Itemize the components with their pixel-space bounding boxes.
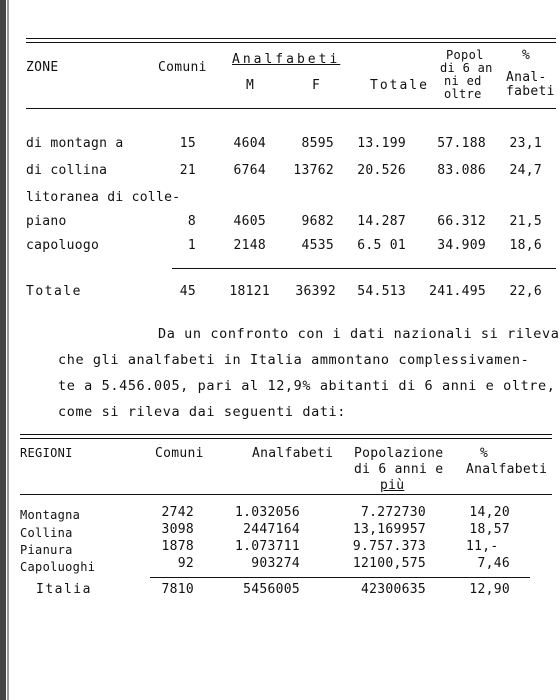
table1-header-totale: Totale — [370, 78, 429, 93]
paragraph-line-1: Da un confronto con i dati nazionali si rileva — [158, 326, 560, 342]
table2-cell-regione: Capoluoghi — [20, 560, 96, 574]
table2-cell-pct: 18,57 — [469, 522, 510, 537]
table1-cell-m: 6764 — [233, 163, 266, 178]
table1-cell-zona: capoluogo — [26, 238, 100, 253]
table2-header-regioni: REGIONI — [20, 446, 73, 460]
table2-total-comuni: 7810 — [161, 582, 194, 597]
table1-top-rule-2 — [26, 42, 556, 43]
table2-total-rule — [150, 577, 530, 578]
binding-edge — [0, 0, 6, 700]
table1-cell-zona: litoranea di colle- — [26, 190, 181, 205]
table1-header-pop-3: ni ed — [444, 74, 482, 88]
table1-cell-zona: piano — [26, 214, 67, 229]
table2-header-rule — [20, 494, 552, 495]
table1-top-rule — [26, 38, 556, 39]
table2-cell-pct: 11,- — [466, 539, 499, 554]
table2-cell-analfabeti: 903274 — [251, 556, 300, 571]
table1-total-m: 18121 — [229, 284, 270, 299]
table1-header-pct-1: Anal- — [506, 70, 547, 85]
paragraph-line-4: come si rileva dai seguenti dati: — [58, 404, 347, 420]
table1-header-pop-1: Popol — [446, 48, 484, 62]
table2-total-label: Italia — [36, 582, 92, 597]
table1-header-rule — [26, 108, 556, 109]
table1-cell-pop: 57.188 — [437, 136, 486, 151]
table1-total-pop: 241.495 — [429, 284, 486, 299]
table1-cell-pct: 23,1 — [509, 136, 542, 151]
table2-top-rule — [20, 434, 552, 435]
table1-header-comuni: Comuni — [158, 60, 207, 75]
table1-cell-pop: 83.086 — [437, 163, 486, 178]
table2-cell-analfabeti: 1.073711 — [234, 539, 300, 554]
paragraph-line-3: te a 5.456.005, pari al 12,9% abitanti di 6 anni e oltre, — [58, 378, 556, 394]
table2-cell-regione: Montagna — [20, 508, 81, 522]
table1-header-pct-symbol: % — [522, 48, 531, 63]
table1-total-label: Totale — [26, 284, 82, 299]
table2-cell-comuni: 2742 — [161, 505, 194, 520]
table1-header-pop-2: di 6 an — [440, 61, 493, 75]
binding-edge-shadow — [7, 0, 9, 700]
table1-cell-comuni: 15 — [179, 136, 196, 151]
table1-cell-totale: 20.526 — [357, 163, 406, 178]
table1-cell-zona: di collina — [26, 163, 108, 178]
table1-header-pop-4: oltre — [444, 87, 482, 101]
table1-cell-f: 8595 — [301, 136, 334, 151]
table2-cell-pop: 7.272730 — [360, 505, 426, 520]
table2-header-pop-2: di 6 anni e — [354, 462, 444, 477]
table1-cell-totale: 14.287 — [357, 214, 406, 229]
table2-cell-analfabeti: 2447164 — [243, 522, 300, 537]
table1-header-f: F — [312, 78, 321, 93]
table1-cell-comuni: 1 — [187, 238, 196, 253]
table2-cell-pop: 9.757.373 — [352, 539, 426, 554]
table1-total-totale: 54.513 — [357, 284, 406, 299]
table1-header-analfabeti: Analfabeti — [232, 52, 341, 67]
table1-cell-m: 2148 — [233, 238, 266, 253]
table1-total-pct: 22,6 — [509, 284, 542, 299]
table2-cell-pct: 14,20 — [469, 505, 510, 520]
table1-header-m: M — [246, 78, 255, 93]
table2-header-pct-symbol: % — [480, 446, 489, 461]
table2-cell-pop: 12100,575 — [352, 556, 426, 571]
table1-cell-comuni: 21 — [179, 163, 196, 178]
table2-cell-regione: Pianura — [20, 543, 73, 557]
table2-header-comuni: Comuni — [155, 446, 204, 461]
table2-cell-regione: Collina — [20, 526, 73, 540]
table1-cell-m: 4604 — [233, 136, 266, 151]
table2-cell-comuni: 3098 — [161, 522, 194, 537]
table1-total-f: 36392 — [295, 284, 336, 299]
table1-cell-comuni: 8 — [187, 214, 196, 229]
table1-cell-m: 4605 — [233, 214, 266, 229]
table1-cell-pop: 34.909 — [437, 238, 486, 253]
table2-header-pct-label: Analfabeti — [466, 462, 548, 477]
table2-header-pop-3: più — [380, 478, 405, 493]
table1-header-zone: ZONE — [26, 60, 59, 75]
table2-header-analfabeti: Analfabeti — [252, 446, 334, 461]
table1-cell-pop: 66.312 — [437, 214, 486, 229]
table2-total-analfabeti: 5456005 — [243, 582, 300, 597]
table1-cell-f: 4535 — [301, 238, 334, 253]
paragraph-line-2: che gli analfabeti in Italia ammontano complessivamen- — [58, 352, 530, 368]
table2-cell-pct: 7,46 — [477, 556, 510, 571]
table1-cell-pct: 21,5 — [509, 214, 542, 229]
table1-total-comuni: 45 — [179, 284, 196, 299]
table2-cell-pop: 13,169957 — [352, 522, 426, 537]
table1-total-rule — [172, 268, 556, 269]
table1-cell-f: 13762 — [293, 163, 334, 178]
table2-header-pop-1: Popolazione — [354, 446, 444, 461]
table2-cell-comuni: 1878 — [161, 539, 194, 554]
table1-header-pct-2: fabeti — [506, 84, 555, 99]
table2-cell-comuni: 92 — [177, 556, 194, 571]
table1-cell-pct: 24,7 — [509, 163, 542, 178]
table2-total-pop: 42300635 — [360, 582, 426, 597]
table1-cell-f: 9682 — [301, 214, 334, 229]
table1-cell-pct: 18,6 — [509, 238, 542, 253]
table1-cell-totale: 6.5 01 — [357, 238, 406, 253]
table2-cell-analfabeti: 1.032056 — [234, 505, 300, 520]
table2-top-rule-2 — [20, 438, 552, 439]
table1-cell-totale: 13.199 — [357, 136, 406, 151]
table1-cell-zona: di montagn a — [26, 136, 124, 151]
table2-total-pct: 12,90 — [469, 582, 510, 597]
